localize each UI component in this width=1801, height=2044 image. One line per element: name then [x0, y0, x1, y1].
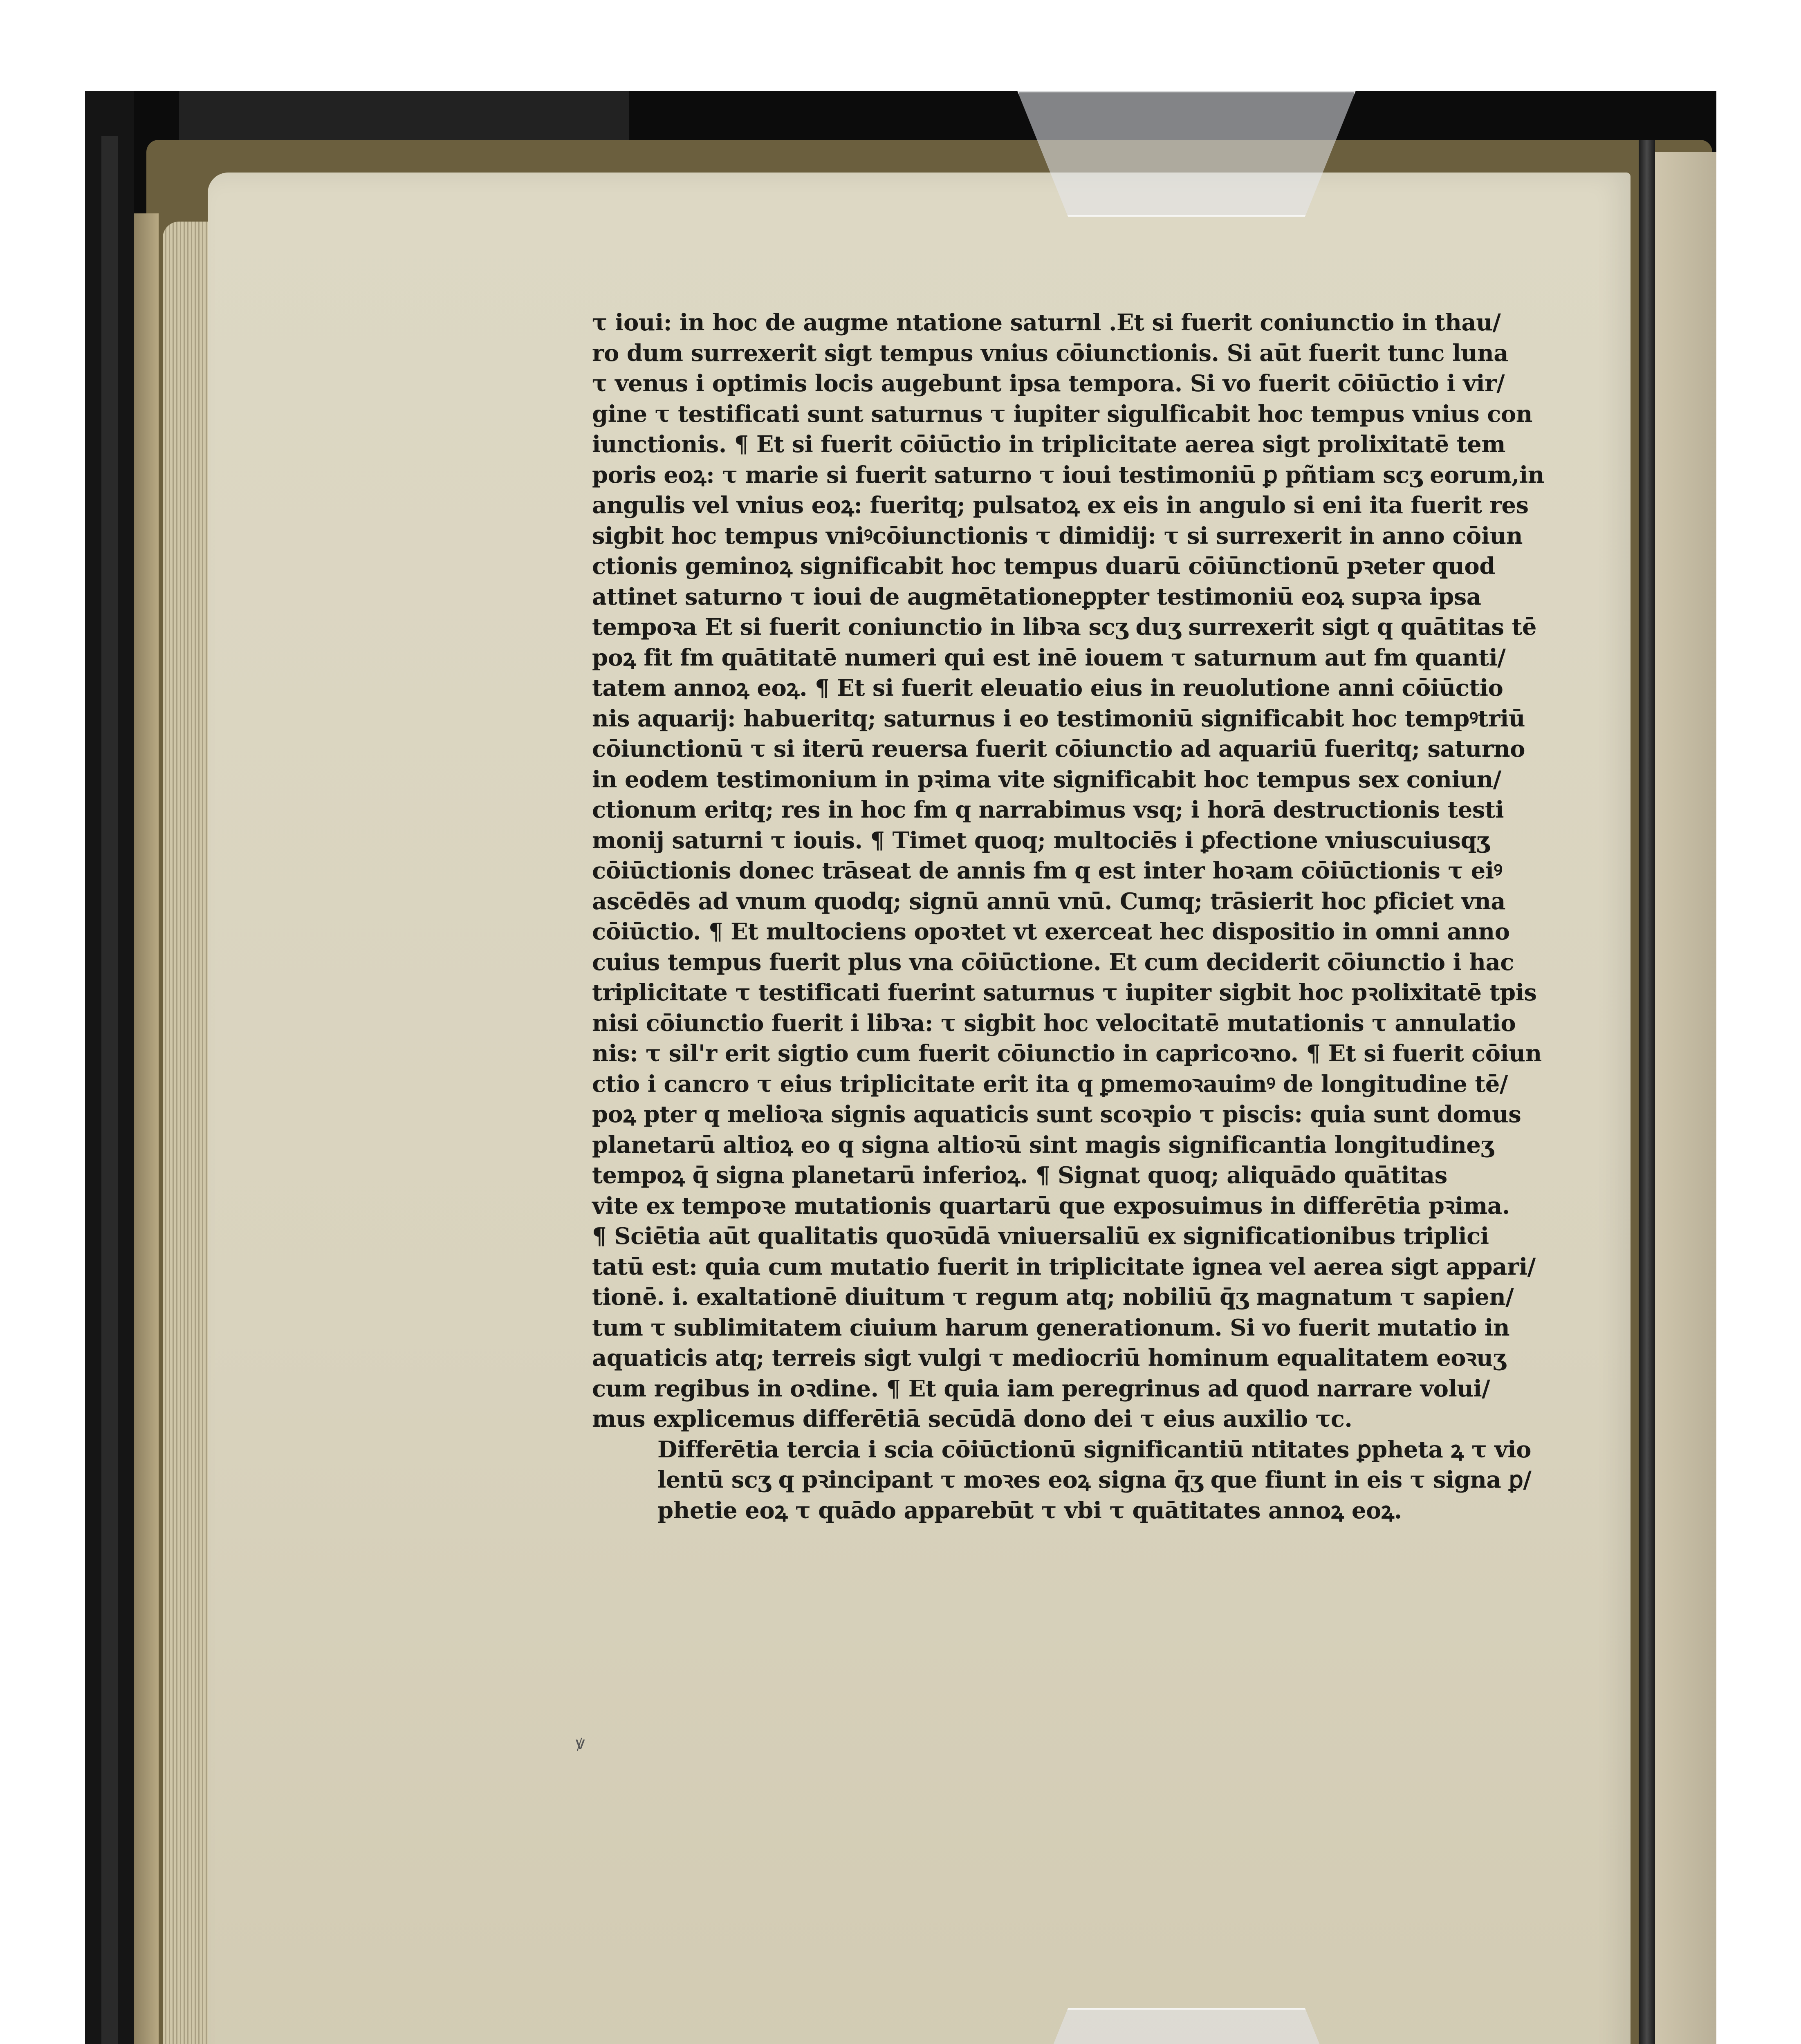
text-line: monij saturni τ iouis. ¶ Timet quoq; multociēs i ꝑfectione vniuscuiusqʒ: [592, 827, 1489, 854]
text-line: gine τ testificati sunt saturnus τ iupiter sigulficabit hoc tempus vnius con: [592, 400, 1532, 428]
cover-edge: [134, 213, 159, 2044]
text-line: ctio i cancro τ eius triplicitate erit ita q ꝑmemoꝛauimꝰ de longitudine tē/: [592, 1070, 1508, 1098]
text-line: phetie eoꝝ τ quādo apparebūt τ vbi τ quātitates annoꝝ eoꝝ.: [657, 1497, 1402, 1524]
text-line: nis aquarij: habueritq; saturnus i eo testimoniū significabit hoc tempꝰtriū: [592, 705, 1525, 732]
text-line: ctionis geminoꝝ significabit hoc tempus duarū cōiūnctionū pꝛeter quod: [592, 553, 1495, 580]
text-line: ¶ Sciētia aūt qualitatis quoꝛūdā vniuersaliū ex significationibus triplici: [592, 1223, 1489, 1250]
text-line: angulis vel vnius eoꝝ: fueritq; pulsatoꝝ ex eis in angulo si eni ita fuerit res: [592, 492, 1529, 519]
page-clip-top: [1017, 91, 1356, 217]
text-line: vite ex tempoꝛe mutationis quartarū que exposuimus in differētia pꝛima.: [592, 1192, 1510, 1219]
text-line: ascēdēs ad vnum quodq; signū annū vnū. Cumq; trāsierit hoc ꝑficiet vna: [592, 888, 1506, 915]
text-line: planetarū altioꝝ eo q signa altioꝛū sint magis significantia longitudineʒ: [592, 1131, 1494, 1159]
text-line: cōiunctionū τ si iterū reuersa fuerit cōiunctio ad aquariū fueritq; saturno: [592, 735, 1525, 762]
text-line: nis: τ sil'r erit sigtio cum fuerit cōiunctio in capricoꝛno. ¶ Et si fuerit cōiun: [592, 1040, 1542, 1067]
text-line: Differētia tercia i scia cōiūctionū significantiū ntitates ꝑpheta ꝝ τ vio: [657, 1436, 1531, 1463]
margin-mark: ꝟ: [576, 1733, 585, 1754]
text-line: tempoꝛa Et si fuerit coniunctio in libꝛa scʒ duʒ surrexerit sigt q quātitas tē: [592, 614, 1537, 641]
scan-frame: [85, 91, 1716, 2044]
book-scan-image: [85, 91, 1716, 2044]
text-line: lentū scʒ q pꝛincipant τ moꝛes eoꝝ signa q̄ʒ que fiunt in eis τ signa ꝑ/: [657, 1466, 1532, 1493]
facing-page-edge: [1655, 152, 1716, 2044]
text-line: ctionum eritq; res in hoc fm q narrabimus vsq; i horā destructionis testi: [592, 796, 1504, 823]
text-line: tionē. i. exaltationē diuitum τ regum atq; nobiliū q̄ʒ magnatum τ sapien/: [592, 1284, 1514, 1311]
text-line: poꝝ pter q melioꝛa signis aquaticis sunt scoꝛpio τ piscis: quia sunt domus: [592, 1101, 1521, 1128]
printed-text-block: [592, 307, 1647, 1526]
text-line: triplicitate τ testificati fuerint saturnus τ iupiter sigbit hoc pꝛolixitatē tpis: [592, 979, 1537, 1006]
text-line: ro dum surrexerit sigt tempus vnius cōiunctionis. Si aūt fuerit tunc luna: [592, 339, 1509, 367]
text-line: sigbit hoc tempus vniꝰcōiunctionis τ dimidij: τ si surrexerit in anno cōiun: [592, 522, 1523, 549]
text-line: cōiūctionis donec trāseat de annis fm q est inter hoꝛam cōiūctionis τ eiꝰ: [592, 857, 1503, 884]
text-line: aquaticis atq; terreis sigt vulgi τ mediocriū hominum equalitatem eoꝛuʒ: [592, 1345, 1506, 1372]
text-line: τ ioui: in hoc de augme ntatione saturnl .Et si fuerit coniunctio in thau/: [592, 309, 1501, 336]
text-line: nisi cōiunctio fuerit i libꝛa: τ sigbit hoc velocitatē mutationis τ annulatio: [592, 1009, 1516, 1037]
text-line: poris eoꝝ: τ marie si fuerit saturno τ ioui testimoniū ꝑ pñtiam scʒ eorum,in: [592, 461, 1544, 489]
text-line: tum τ sublimitatem ciuium harum generationum. Si vo fuerit mutatio in: [592, 1314, 1510, 1341]
text-line: in eodem testimonium in pꝛima vite significabit hoc tempus sex coniun/: [592, 766, 1501, 793]
page-clip-bottom: [1017, 2008, 1356, 2044]
text-line: cum regibus in oꝛdine. ¶ Et quia iam peregrinus ad quod narrare volui/: [592, 1375, 1490, 1402]
text-line: tatem annoꝝ eoꝝ. ¶ Et si fuerit eleuatio eius in reuolutione anni cōiūctio: [592, 675, 1503, 702]
text-line: cōiūctio. ¶ Et multociens opoꝛtet vt exerceat hec dispositio in omni anno: [592, 918, 1510, 945]
text-line: τ venus i optimis locis augebunt ipsa tempora. Si vo fuerit cōiūctio i vir/: [592, 370, 1505, 397]
text-line: cuius tempus fuerit plus vna cōiūctione. Et cum deciderit cōiunctio i hac: [592, 948, 1514, 976]
text-line: poꝝ fit fm quātitatē numeri qui est inē iouem τ saturnum aut fm quanti/: [592, 644, 1506, 671]
text-line: attinet saturno τ ioui de augmētationeꝑpter testimoniū eoꝝ supꝛa ipsa: [592, 583, 1481, 610]
text-line: tempoꝝ q̄ signa planetarū inferioꝝ. ¶ Signat quoq; aliquādo quātitas: [592, 1162, 1447, 1189]
text-line: tatū est: quia cum mutatio fuerit in triplicitate ignea vel aerea sigt appari/: [592, 1253, 1536, 1280]
text-line: iunctionis. ¶ Et si fuerit cōiūctio in triplicitate aerea sigt prolixitatē tem: [592, 431, 1505, 458]
text-line: mus explicemus differētiā secūdā dono dei τ eius auxilio τc.: [592, 1405, 1352, 1432]
top-clamp: [179, 91, 629, 140]
scanner-rail-inner: [101, 136, 118, 2044]
